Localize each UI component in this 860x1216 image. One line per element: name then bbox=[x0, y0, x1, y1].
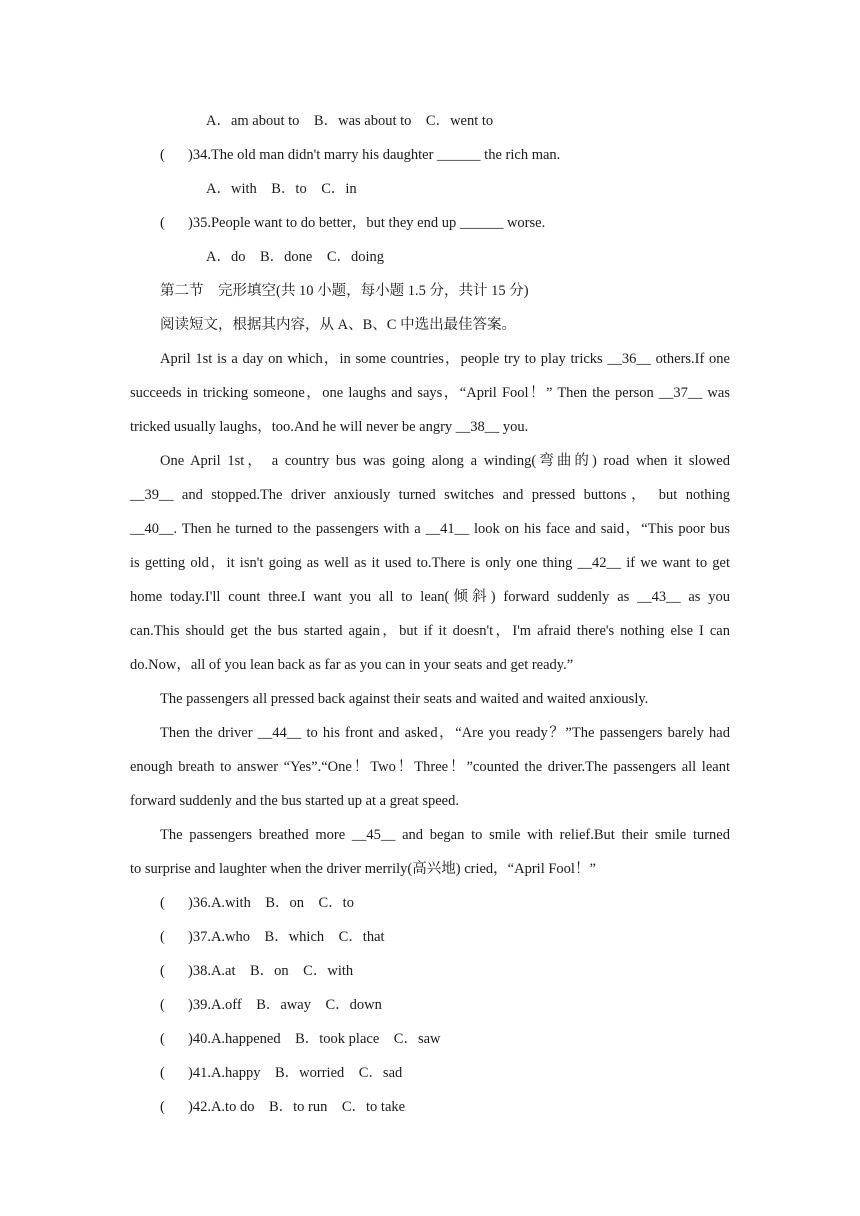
passage-paragraph-5 bbox=[130, 822, 730, 890]
passage-line: can.This should get the bus started again，but if it doesn't，I'm afraid there's nothing else I can bbox=[130, 623, 730, 639]
cloze-question-41 bbox=[130, 1060, 730, 1094]
answer-paren: ( bbox=[160, 997, 165, 1013]
answer-paren: ( bbox=[160, 895, 165, 911]
cloze-question-42 bbox=[130, 1094, 730, 1128]
passage-paragraph-4 bbox=[130, 720, 730, 822]
q33-options: A．am about to B．was about to C．went to bbox=[206, 113, 494, 129]
question-35 bbox=[130, 210, 730, 244]
cloze-question-36 bbox=[130, 890, 730, 924]
answer-paren: ( bbox=[160, 963, 165, 979]
passage-line: enough breath to answer “Yes”.“One！Two！Three！”counted the driver.The passengers all leant bbox=[130, 759, 730, 775]
passage-paragraph-3 bbox=[130, 686, 730, 720]
q35-options: A．do B．done C．doing bbox=[206, 249, 385, 265]
q34-options: A．with B．to C．in bbox=[206, 181, 357, 197]
passage-line: April 1st is a day on which，in some countries，people try to play tricks __36__ others.If one bbox=[160, 351, 730, 367]
answer-paren: ( bbox=[160, 929, 165, 945]
passage-line: tricked usually laughs，too.And he will never be angry __38__ you. bbox=[130, 419, 529, 435]
cloze-questions bbox=[130, 890, 730, 1128]
passage-line: Then the driver __44__ to his front and asked，“Are you ready？”The passengers barely had bbox=[160, 725, 730, 741]
section-heading: 第二节 完形填空(共 10 小题，每小题 1.5 分，共计 15 分) bbox=[160, 283, 529, 299]
question-text: )37.A.who B．which C．that bbox=[188, 929, 385, 945]
answer-paren: ( bbox=[160, 1031, 165, 1047]
passage-line: The passengers all pressed back against their seats and waited and waited anxiously. bbox=[160, 691, 649, 707]
cloze-question-37 bbox=[130, 924, 730, 958]
passage-line: __40__. Then he turned to the passengers with a __41__ look on his face and said，“This poor bus bbox=[130, 521, 730, 537]
question-text: )42.A.to do B．to run C．to take bbox=[188, 1099, 406, 1115]
passage-line: to surprise and laughter when the driver merrily(高兴地) cried，“April Fool！” bbox=[130, 861, 596, 877]
question-text: )38.A.at B．on C．with bbox=[188, 963, 354, 979]
passage-line: forward suddenly and the bus started up at a great speed. bbox=[130, 793, 459, 809]
passage-line: The passengers breathed more __45__ and began to smile with relief.But their smile turned bbox=[160, 827, 730, 843]
passage-line: is getting old，it isn't going as well as it used to.There is only one thing __42__ if we want to get bbox=[130, 555, 730, 571]
question-text: )34.The old man didn't marry his daughter ______ the rich man. bbox=[188, 147, 561, 163]
question-text: )41.A.happy B．worried C．sad bbox=[188, 1065, 403, 1081]
passage-line: One April 1st， a country bus was going along a winding(弯曲的) road when it slowed bbox=[160, 453, 730, 469]
passage-paragraph-1 bbox=[130, 346, 730, 448]
question-34 bbox=[130, 142, 730, 176]
passage-line: __39__ and stopped.The driver anxiously turned switches and pressed buttons， but nothing bbox=[130, 487, 730, 503]
question-text: )35.People want to do better，but they end up ______ worse. bbox=[188, 215, 546, 231]
passage-line: succeeds in tricking someone，one laughs and says，“April Fool！” Then the person __37__ was bbox=[130, 385, 730, 401]
passage-line: home today.I'll count three.I want you all to lean(倾斜) forward suddenly as __43__ as you bbox=[130, 589, 730, 605]
cloze-question-38 bbox=[130, 958, 730, 992]
passage-paragraph-2 bbox=[130, 448, 730, 686]
answer-paren: ( bbox=[160, 1065, 165, 1081]
answer-paren: ( bbox=[160, 1099, 165, 1115]
passage-line: do.Now，all of you lean back as far as you can in your seats and get ready.” bbox=[130, 657, 574, 673]
question-text: )40.A.happened B．took place C．saw bbox=[188, 1031, 441, 1047]
exam-page bbox=[130, 108, 730, 1128]
cloze-question-40 bbox=[130, 1026, 730, 1060]
question-text: )39.A.off B．away C．down bbox=[188, 997, 382, 1013]
answer-paren: ( bbox=[160, 147, 165, 163]
instruction: 阅读短文，根据其内容，从 A、B、C 中选出最佳答案。 bbox=[160, 317, 517, 333]
answer-paren: ( bbox=[160, 215, 165, 231]
question-text: )36.A.with B．on C．to bbox=[188, 895, 354, 911]
cloze-question-39 bbox=[130, 992, 730, 1026]
